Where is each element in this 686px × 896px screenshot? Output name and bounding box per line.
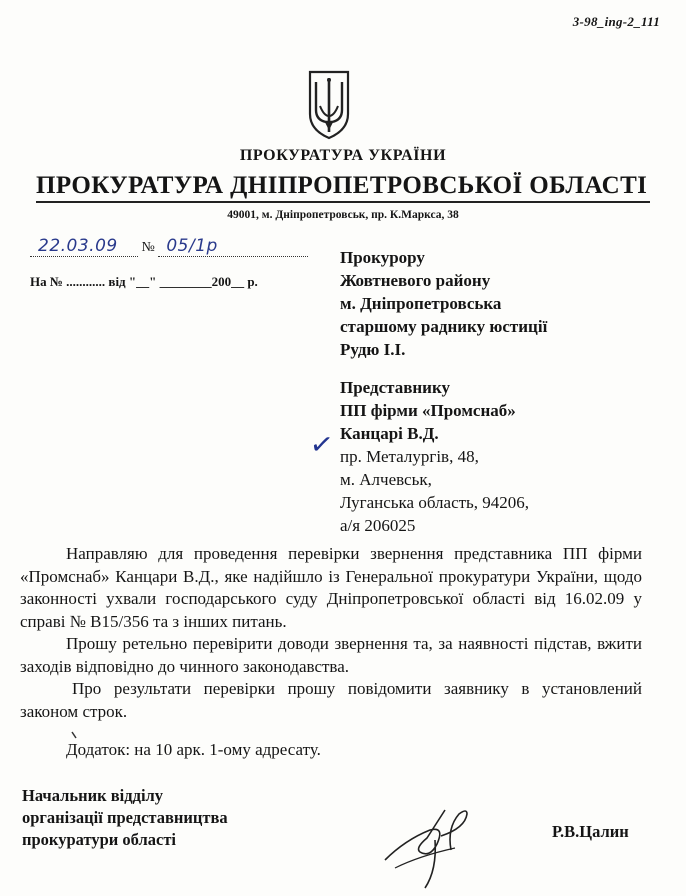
outgoing-reference: [30, 236, 308, 257]
incoming-reference-line: На № ............ від "__" ________200__ р.: [30, 274, 258, 289]
addressee-line: Канцарі В.Д.: [340, 424, 439, 443]
attachment-note: Додаток: на 10 арк. 1-ому адресату.: [66, 740, 321, 759]
stray-pen-mark: [70, 730, 82, 740]
addressee-line: Жовтневого району: [340, 271, 491, 290]
organization-title: ПРОКУРАТУРА ДНІПРОПЕТРОВСЬКОЇ ОБЛАСТІ: [36, 172, 650, 203]
outgoing-number-label: №: [141, 240, 155, 255]
signatory-title-line: організації представництва: [22, 808, 228, 827]
trident-emblem-icon: [306, 70, 352, 140]
signatory-name: Р.В.Цалин: [552, 822, 629, 841]
body-paragraph: Прошу ретельно перевірити доводи звернення та, за наявності підстав, вжити заходів відповідно до чинного законодавства.: [20, 634, 642, 676]
outgoing-number: 05/1р: [166, 236, 218, 256]
addressee-line: Луганська область, 94206,: [340, 493, 530, 512]
addressee-representative-block: [340, 376, 529, 537]
organization-parent-title: ПРОКУРАТУРА УКРАЇНИ: [239, 147, 447, 164]
document-reference-code: 3-98_ing-2_111: [572, 14, 660, 29]
handwritten-signature: [375, 800, 495, 892]
addressee-line: Прокурору: [340, 248, 425, 267]
body-paragraph: Про результати перевірки прошу повідомити заявнику в установлений законом строк.: [20, 679, 642, 721]
body-paragraph: Направляю для проведення перевірки звернення представника ПП фірми «Промснаб» Канцари В.Д., яке надійшло із Генеральної прокуратури України, щодо законності ухвали господарського суду Дніпропетровської області від 16.02.09 у справі № В15/356 та з інших питань.: [20, 544, 642, 631]
signatory-title: [22, 785, 228, 851]
handwritten-check-mark: ✓: [307, 426, 336, 463]
addressee-line: ПП фірми «Промснаб»: [340, 401, 516, 420]
addressee-line: старшому раднику юстиції: [340, 317, 548, 336]
addressee-line: м. Алчевськ,: [340, 470, 432, 489]
addressee-line: м. Дніпропетровська: [340, 294, 502, 313]
addressee-line: а/я 206025: [340, 516, 416, 535]
addressee-prosecutor-block: [340, 246, 547, 361]
letter-body: [20, 543, 642, 762]
signatory-title-line: прокуратури області: [22, 830, 177, 849]
addressee-line: Представнику: [340, 378, 451, 397]
addressee-line: Рудю І.І.: [340, 340, 406, 359]
addressee-line: пр. Металургів, 48,: [340, 447, 479, 466]
outgoing-date: 22.03.09: [38, 236, 118, 256]
signatory-title-line: Начальник відділу: [22, 786, 164, 805]
organization-address: 49001, м. Дніпропетровськ, пр. К.Маркса, 38: [227, 209, 459, 221]
